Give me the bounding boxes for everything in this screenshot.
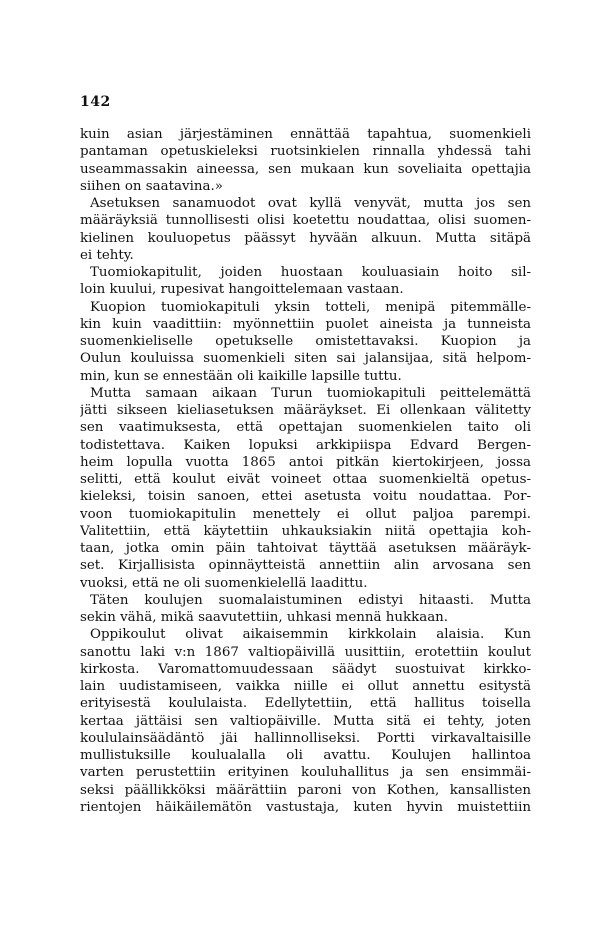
text-line: ei tehty. [80,247,134,263]
text-line: suomenkieliselle opetukselle omistettavaksi. Kuopion ja [80,334,531,349]
text-line: koululainsäädäntö jäi hallinnolliseksi. Portti virkavaltaisille [80,730,531,746]
text-line: min, kun se ennestään oli kaikille lapsille tuttu. [80,368,402,384]
text-line: todistettava. Kaiken lopuksi arkkipiispa Edvard Bergen- [80,437,531,453]
page-number: 142 [80,94,111,110]
text-line: jätti sikseen kieliasetuksen määräykset. Ei ollenkaan välitetty [80,403,531,418]
text-line: varten perustettiin erityinen kouluhallitus ja sen ensimmäi- [80,765,531,781]
text-line: heim lopulla vuotta 1865 antoi pitkän kiertokirjeen, jossa [80,454,531,470]
text-line: kertaa jättäisi sen valtiopäiville. Mutta sitä ei tehty, joten [80,713,531,729]
body-text [80,126,531,816]
text-line: loin kuului, rupesivat hangoittelemaan vastaan. [80,282,404,298]
text-line: seksi päällikköksi määrättiin paroni von Kothen, kansallisten [80,782,531,798]
text-line: vuoksi, että ne oli suomenkielellä laadittu. [80,575,368,591]
text-line: taan, jotka omin päin tahtoivat täyttää asetuksen määräyk- [80,541,531,556]
text-line: sekin vähä, mikä saavutettiin, uhkasi mennä hukkaan. [80,610,449,625]
text-line: rientojen häikäilemätön vastustaja, kuten hyvin muistettiin [80,799,531,815]
text-line: selitti, että koulut eivät voineet ottaa suomenkieltä opetus- [80,472,531,487]
text-line: Oulun kouluissa suomenkieli siten sai jalansijaa, sitä helpom- [80,351,531,367]
text-line: Valitettiin, että käytettiin uhkauksiakin niitä opettajia koh- [80,523,531,539]
text-line: kieleksi, toisin sanoen, ettei asetusta voitu noudattaa. Por- [80,489,531,505]
text-line: Oppikoulut olivat aikaisemmin kirkkolain alaisia. Kun [90,627,531,643]
text-line: Tuomiokapitulit, joiden huostaan kouluasiain hoito sil- [90,265,531,280]
text-line: mullistuksille koulualalla oli avattu. Koulujen hallintoa [80,748,531,763]
text-line: sen vaatimuksesta, että opettajan suomenkielen taito oli [80,420,531,436]
text-line: kirkosta. Varomattomuudessaan säädyt suostuivat kirkko- [80,661,531,677]
text-line: siihen on saatavina.» [80,178,223,194]
text-line: useammassakin aineessa, sen mukaan kun soveliaita opettajia [80,161,531,177]
text-line: määräyksiä tunnollisesti olisi koetettu noudattaa, olisi suomen- [80,213,531,229]
text-line: set. Kirjallisista opinnäytteistä annettiin alin arvosana sen [80,558,531,574]
text-line: voon tuomiokapitulin menettely ei ollut paljoa parempi. [80,506,531,522]
text-line: kuin asian järjestäminen ennättää tapahtua, suomenkieli [80,127,531,142]
text-line: kin kuin vaadittiin: myönnettiin puolet aineista ja tunneista [80,316,531,332]
text-line: erityisestä koululaista. Edellytettiin, että hallitus toisella [80,696,531,712]
text-line: pantaman opetuskieleksi ruotsinkielen rinnalla yhdessä tahi [80,144,531,160]
text-line: lain uudistamiseen, vaikka niille ei ollut annettu esitystä [80,679,531,694]
text-line: Asetuksen sanamuodot ovat kyllä venyvät, mutta jos sen [90,196,531,211]
text-line: Mutta samaan aikaan Turun tuomiokapituli peittelemättä [90,385,531,401]
text-line: Täten koulujen suomalaistuminen edistyi hitaasti. Mutta [90,592,531,608]
text-line: sanottu laki v:n 1867 valtiopäivillä uusittiin, erotettiin koulut [80,644,531,660]
text-line: kielinen kouluopetus päässyt hyvään alkuun. Mutta sitäpä [80,230,531,246]
text-line: Kuopion tuomiokapituli yksin totteli, menipä pitemmälle- [90,299,531,315]
